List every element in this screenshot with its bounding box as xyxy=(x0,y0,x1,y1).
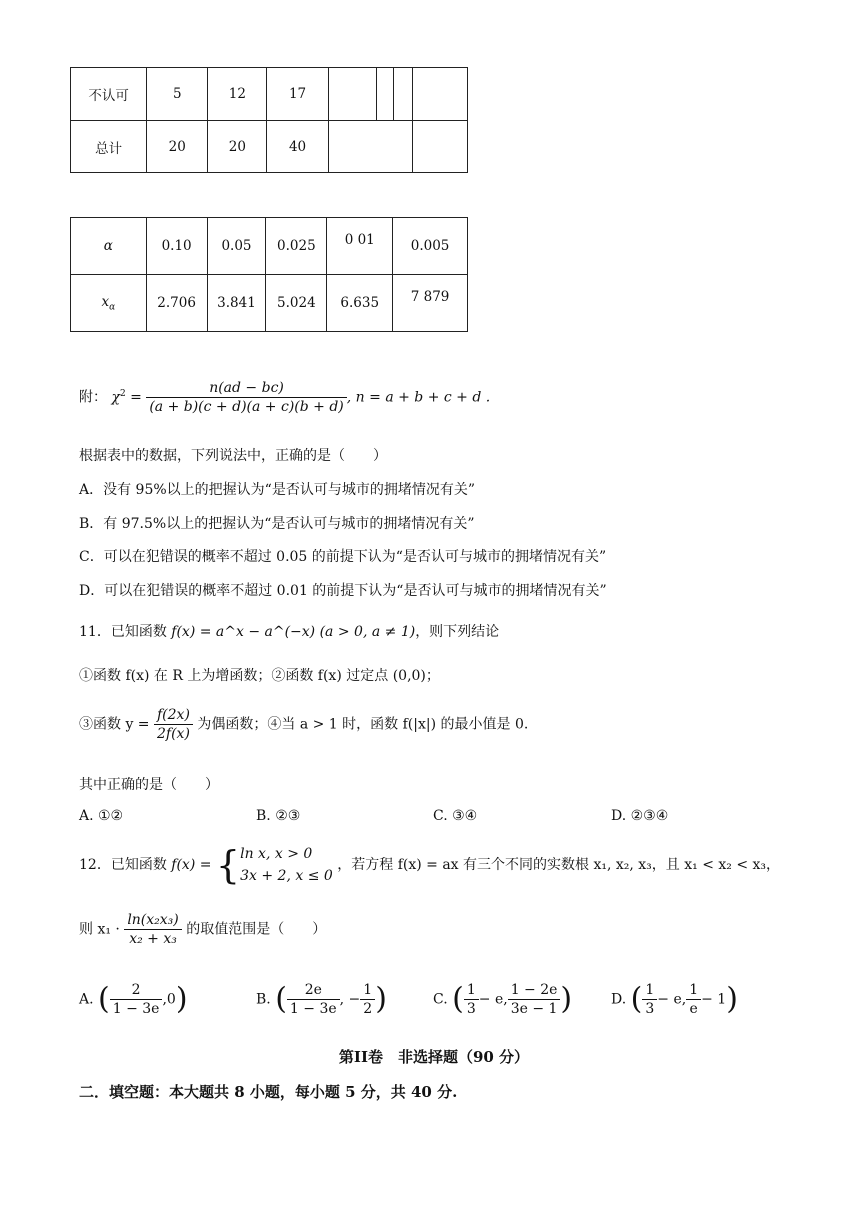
formula-fraction xyxy=(146,380,346,415)
table-cell: 7 879 xyxy=(393,275,468,332)
q12-line2 xyxy=(79,912,326,947)
q12-fraction xyxy=(124,912,181,947)
frac-den: 3e − 1 xyxy=(510,1001,558,1017)
q11-s3-suffix: 为偶函数；④当 a > 1 时，函数 f(|x|) 的最小值是 0. xyxy=(197,716,529,733)
q12-numerator: ln(x₂x₃) xyxy=(124,912,181,930)
section-title: 第II卷 非选择题（90 分） xyxy=(338,1048,530,1066)
frac-den: 1 − 3e xyxy=(112,1001,160,1017)
option-label: B. xyxy=(256,991,271,1008)
frac-num: 2e xyxy=(287,982,340,1000)
frac-den: 2 xyxy=(363,1001,373,1017)
frac-num: 1 xyxy=(686,982,701,1000)
row-label: 不认可 xyxy=(71,68,147,121)
q10-stem: 根据表中的数据，下列说法中，正确的是（ ） xyxy=(79,448,387,464)
q11-denominator: 2f(x) xyxy=(157,726,190,742)
q10-option-b: B．有 97.5%以上的把握认为“是否认可与城市的拥堵情况有关” xyxy=(79,516,475,532)
table-cell: 12 xyxy=(208,68,267,121)
x-symbol: x xyxy=(101,293,110,310)
q11-option-d: D. ②③④ xyxy=(611,808,669,824)
table-cell: 20 xyxy=(147,121,208,173)
chi-square-formula: 附： $\chi^2$ = $\frac{n(ad - bc)}{(a + b)(c + d)(a + c)(b + d)}$ , n = a + b + c + d . xyxy=(79,380,491,415)
table-row xyxy=(71,218,468,275)
option-mid: − e, xyxy=(478,991,508,1008)
contingency-table xyxy=(70,67,468,173)
q12-case-1: ln x, x > 0 xyxy=(240,846,313,862)
q11-numerator: f(2x) xyxy=(154,707,193,725)
table-cell xyxy=(393,68,412,121)
option-label: D. xyxy=(611,991,627,1008)
q10-option-a: A．没有 95%以上的把握认为“是否认可与城市的拥堵情况有关” xyxy=(79,482,475,498)
table-cell: 20 xyxy=(208,121,267,173)
table-cell xyxy=(328,121,412,173)
row-label: 总计 xyxy=(71,121,147,173)
q12-option-b: B. ( $\frac{2e}{1 - 3e}$ , − $\frac{1}{2}$ ) xyxy=(256,981,387,1017)
table-cell xyxy=(376,68,393,121)
frac-den: 3 xyxy=(645,1001,655,1017)
part-heading: 二．填空题：本大题共 8 小题，每小题 5 分，共 40 分. xyxy=(79,1083,458,1101)
table-cell xyxy=(412,68,467,121)
q12-stem: 12．已知函数 f(x) = { ln x, x > 0 3x + 2, x ≤ 0 ，若方程 f(x) = ax 有三个不同的实数根 x₁, x₂, x₃，且 x₁ < x₂ < x₃， xyxy=(79,843,781,887)
formula-denominator: (a + b)(c + d)(a + c)(b + d) xyxy=(149,399,344,415)
q10-option-d: D．可以在犯错误的概率不超过 0.01 的前提下认为“是否认可与城市的拥堵情况有关” xyxy=(79,583,607,599)
formula-tail: , n = a + b + c + d . xyxy=(346,389,491,406)
table-cell: 5 xyxy=(147,68,208,121)
frac-num: 1 xyxy=(464,982,479,1000)
q12-option-c: C. ( $\frac{1}{3}$ − e, $\frac{1 - 2e}{3e - 1}$ ) xyxy=(433,981,573,1017)
alpha-subscript: α xyxy=(109,302,116,313)
row-label: α xyxy=(71,218,147,275)
q11-s3-prefix: ③函数 y = xyxy=(79,716,150,733)
q12-stem-mid: ，若方程 f(x) = ax 有三个不同的实数根 x₁, x₂, x₃，且 x₁ < x₂ < x₃， xyxy=(337,857,781,873)
option-mid: , − xyxy=(339,991,361,1008)
q12-f-label: f(x) = xyxy=(171,857,212,873)
frac-den: e xyxy=(689,1001,698,1017)
q12-prefix: 12．已知函数 xyxy=(79,857,167,873)
q11-prefix: 11．已知函数 xyxy=(79,624,167,640)
q11-option-b: B. ②③ xyxy=(256,808,301,824)
table-cell: 0.025 xyxy=(266,218,327,275)
q12-option-a: A. ( $\frac{2}{1 - 3e}$ ,0) xyxy=(79,981,188,1017)
table-cell: 2.706 xyxy=(146,275,207,332)
table-cell: 40 xyxy=(267,121,328,173)
table-cell xyxy=(412,121,467,173)
q11-statements-1-2: ①函数 f(x) 在 R 上为增函数；②函数 f(x) 过定点 (0,0)； xyxy=(79,668,440,684)
option-label: C. xyxy=(433,991,448,1008)
table-cell: 6.635 xyxy=(327,275,393,332)
critical-value-table xyxy=(70,217,468,332)
frac-num: 1 − 2e xyxy=(508,982,561,1000)
q11-ask: 其中正确的是（ ） xyxy=(79,777,219,793)
option-mid: − e, xyxy=(657,991,687,1008)
option-label: A. xyxy=(79,991,94,1008)
option-tail: ,0 xyxy=(162,991,176,1008)
q12-piecewise xyxy=(240,843,333,887)
q11-suffix: ，则下列结论 xyxy=(415,624,500,640)
table-row xyxy=(71,68,468,121)
q12-line2-suffix: 的取值范围是（ ） xyxy=(186,921,327,938)
frac-den: 3 xyxy=(466,1001,476,1017)
appendix-prefix: 附： xyxy=(79,389,107,406)
table-cell: 0.10 xyxy=(146,218,207,275)
table-row xyxy=(71,275,468,332)
q11-option-c: C. ③④ xyxy=(433,808,478,824)
q11-statements-3-4 xyxy=(79,707,528,742)
q12-option-d: D. ( $\frac{1}{3}$ − e, $\frac{1}{e}$ − 1) xyxy=(611,981,738,1017)
frac-num: 2 xyxy=(110,982,163,1000)
table-cell: 5.024 xyxy=(266,275,327,332)
q10-option-c: C．可以在犯错误的概率不超过 0.05 的前提下认为“是否认可与城市的拥堵情况有关” xyxy=(79,549,607,565)
q11-formula: f(x) = a^x − a^(−x) (a > 0, a ≠ 1) xyxy=(171,624,416,640)
table-cell: 0 01 xyxy=(327,218,393,275)
table-cell: 17 xyxy=(267,68,328,121)
q11-stem xyxy=(79,621,499,641)
table-cell: 0.05 xyxy=(207,218,266,275)
q12-denominator: x₂ + x₃ xyxy=(129,931,177,947)
frac-den: 1 − 3e xyxy=(289,1001,337,1017)
table-cell: 3.841 xyxy=(207,275,266,332)
frac-num: 1 xyxy=(642,982,657,1000)
option-tail: − 1 xyxy=(701,991,727,1008)
row-label xyxy=(71,275,147,332)
q11-fraction xyxy=(154,707,193,742)
chi-symbol: χ xyxy=(111,389,120,406)
table-row xyxy=(71,121,468,173)
table-cell: 0.005 xyxy=(393,218,468,275)
q12-line2-prefix: 则 x₁ · xyxy=(79,921,120,938)
q12-case-2: 3x + 2, x ≤ 0 xyxy=(240,868,333,884)
table-cell xyxy=(328,68,376,121)
frac-num: 1 xyxy=(360,982,375,1000)
q11-option-a: A. ①② xyxy=(79,808,124,824)
formula-numerator: n(ad − bc) xyxy=(146,380,346,398)
